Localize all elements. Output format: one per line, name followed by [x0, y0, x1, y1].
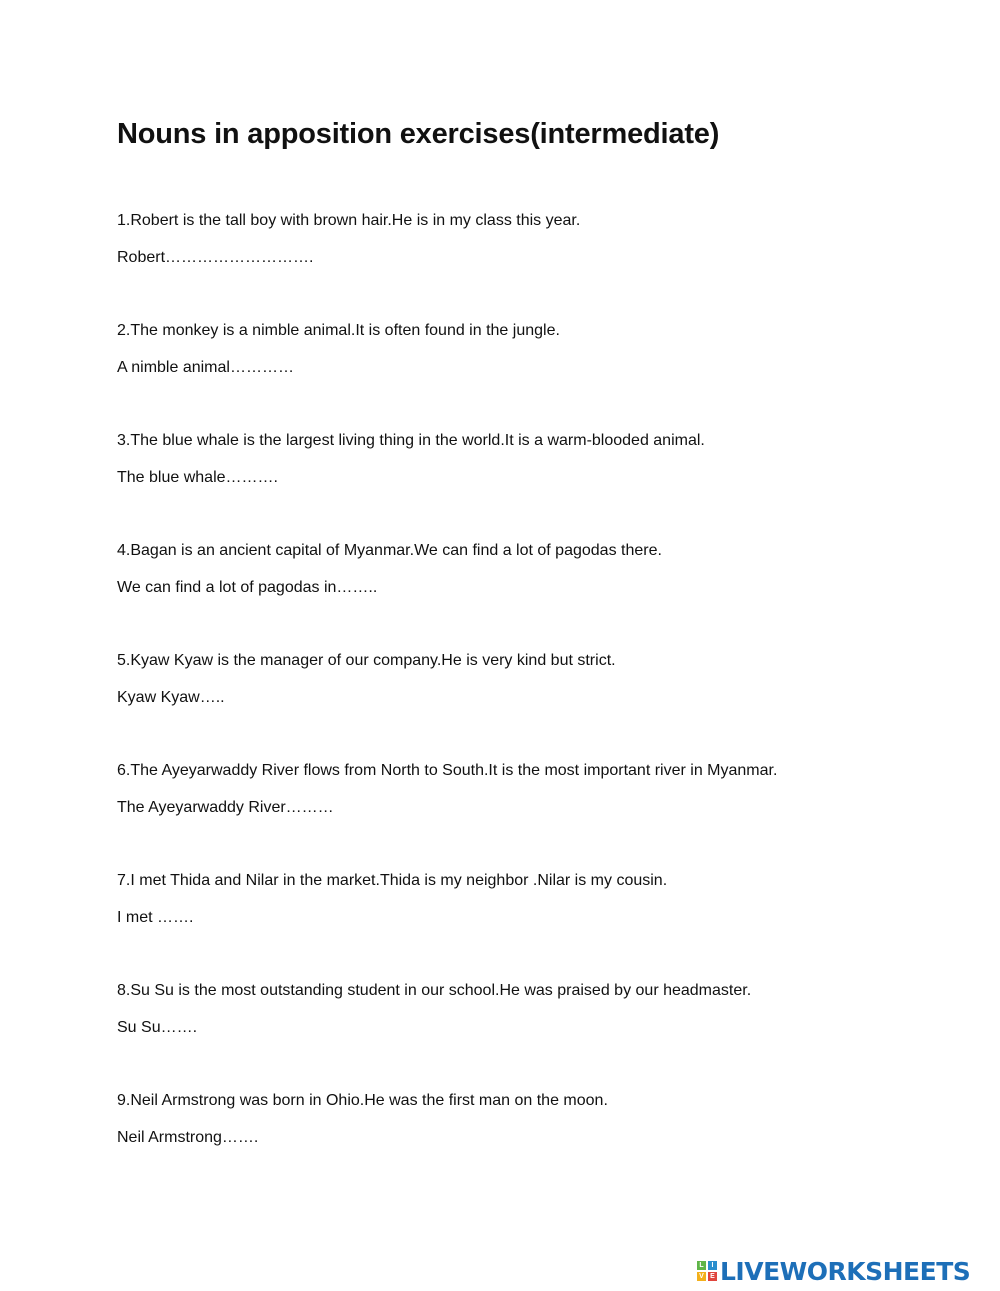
logo-mark-letter: L — [697, 1261, 706, 1270]
exercise-question: 6.The Ayeyarwaddy River flows from North to South.It is the most important river in Myanmar. — [117, 762, 778, 779]
exercise-question: 9.Neil Armstrong was born in Ohio.He was the first man on the moon. — [117, 1092, 608, 1109]
exercise-answer-prompt[interactable]: The Ayeyarwaddy River……… — [117, 799, 334, 816]
exercise-question: 2.The monkey is a nimble animal.It is often found in the jungle. — [117, 322, 560, 339]
exercise-list — [117, 210, 977, 1200]
exercise-answer-prompt[interactable]: We can find a lot of pagodas in…….. — [117, 579, 378, 596]
exercise-question: 8.Su Su is the most outstanding student in our school.He was praised by our headmaster. — [117, 982, 752, 999]
exercise-item — [117, 870, 977, 980]
exercise-item — [117, 1090, 977, 1200]
exercise-answer-prompt[interactable]: The blue whale………. — [117, 469, 278, 486]
exercise-question: 7.I met Thida and Nilar in the market.Thida is my neighbor .Nilar is my cousin. — [117, 872, 668, 889]
page-title: Nouns in apposition exercises(intermediate) — [117, 118, 720, 150]
exercise-question: 4.Bagan is an ancient capital of Myanmar.We can find a lot of pagodas there. — [117, 542, 662, 559]
exercise-answer-prompt[interactable]: Su Su……. — [117, 1019, 198, 1036]
exercise-question: 3.The blue whale is the largest living thing in the world.It is a warm-blooded animal. — [117, 432, 705, 449]
logo-text: LIVEWORKSHEETS — [720, 1256, 971, 1286]
liveworksheets-logo[interactable] — [697, 1253, 970, 1289]
logo-mark-letter: V — [697, 1272, 706, 1281]
logo-mark-icon — [697, 1261, 717, 1281]
exercise-item — [117, 210, 977, 320]
exercise-answer-prompt[interactable]: A nimble animal………… — [117, 359, 294, 376]
exercise-question: 5.Kyaw Kyaw is the manager of our company.He is very kind but strict. — [117, 652, 616, 669]
logo-mark-letter: I — [708, 1261, 717, 1270]
exercise-item — [117, 430, 977, 540]
exercise-item — [117, 980, 977, 1090]
exercise-item — [117, 540, 977, 650]
exercise-answer-prompt[interactable]: Kyaw Kyaw….. — [117, 689, 225, 706]
exercise-answer-prompt[interactable]: Neil Armstrong……. — [117, 1129, 259, 1146]
exercise-item — [117, 650, 977, 760]
exercise-question: 1.Robert is the tall boy with brown hair.He is in my class this year. — [117, 212, 581, 229]
exercise-item — [117, 760, 977, 870]
exercise-answer-prompt[interactable]: I met ……. — [117, 909, 194, 926]
exercise-item — [117, 320, 977, 430]
logo-mark-letter: E — [708, 1272, 717, 1281]
exercise-answer-prompt[interactable]: Robert………………………. — [117, 249, 314, 266]
